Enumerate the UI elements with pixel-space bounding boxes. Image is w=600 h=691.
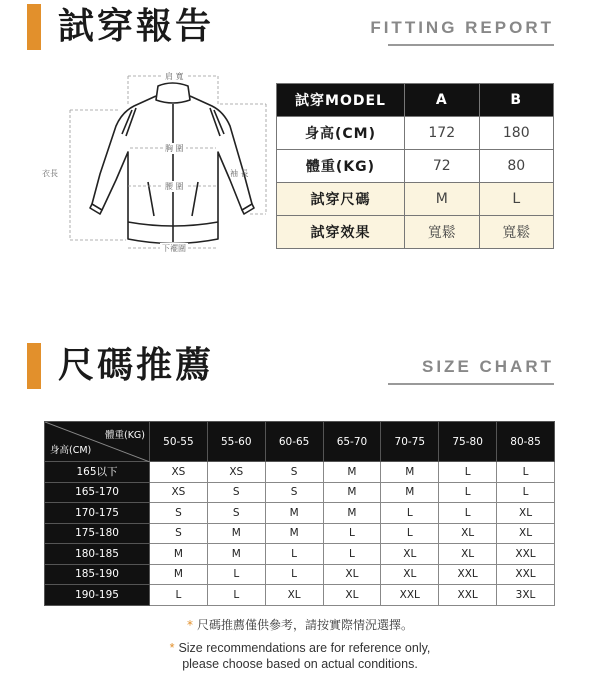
size-cell: M	[265, 523, 323, 544]
jacket-illustration	[30, 64, 280, 264]
size-cell: S	[150, 523, 208, 544]
height-row-header: 180-185	[45, 544, 150, 565]
size-cell: L	[207, 564, 265, 585]
size-cell: L	[439, 462, 497, 483]
weight-column-header: 60-65	[265, 422, 323, 462]
size-cell: L	[497, 482, 555, 503]
size-cell: XL	[323, 585, 381, 606]
fitting-table-header	[277, 84, 554, 117]
value-b: 180	[479, 117, 554, 150]
size-cell: S	[207, 503, 265, 524]
star-mark: *	[169, 641, 175, 655]
size-cell: XXL	[497, 544, 555, 565]
size-cell: XL	[323, 564, 381, 585]
size-cell: S	[265, 462, 323, 483]
size-chart-subtitle: SIZE CHART	[422, 357, 554, 376]
fitting-report-title: 試穿報告	[58, 6, 215, 47]
height-row-header: 185-190	[45, 564, 150, 585]
corner-cell	[45, 422, 150, 462]
subtitle-underline	[388, 383, 554, 385]
size-cell: M	[381, 462, 439, 483]
height-row-header: 165以下	[45, 462, 150, 483]
value-b: 寬鬆	[479, 216, 554, 249]
note-english	[0, 640, 600, 672]
fitting-report-subtitle: FITTING REPORT	[370, 18, 554, 37]
note-english-text: Size recommendations are for reference only,	[178, 641, 431, 655]
height-row-header: 165-170	[45, 482, 150, 503]
label-waist: 腰 圍	[165, 182, 184, 191]
row-label: 試穿尺碼	[277, 183, 405, 216]
note-chinese	[0, 616, 600, 633]
size-cell: M	[323, 462, 381, 483]
size-chart-title: 尺碼推薦	[58, 345, 215, 386]
value-a: 172	[405, 117, 480, 150]
row-label: 身高(CM)	[277, 117, 405, 150]
row-label: 試穿效果	[277, 216, 405, 249]
label-sleeve: 袖 長	[230, 169, 249, 178]
header-model: 試穿MODEL	[277, 84, 405, 117]
jacket-diagram	[30, 64, 280, 264]
table-row	[277, 216, 554, 249]
size-chart-header	[0, 343, 600, 403]
table-row	[277, 117, 554, 150]
size-cell: XL	[497, 523, 555, 544]
size-cell: L	[381, 503, 439, 524]
size-cell: XL	[381, 544, 439, 565]
height-row-header: 175-180	[45, 523, 150, 544]
size-cell: XXL	[439, 585, 497, 606]
label-shoulder: 肩 寬	[165, 72, 184, 81]
table-row	[45, 523, 555, 544]
weight-column-header: 80-85	[497, 422, 555, 462]
table-row	[45, 544, 555, 565]
size-cell: L	[439, 503, 497, 524]
weight-column-header: 50-55	[150, 422, 208, 462]
weight-column-header: 75-80	[439, 422, 497, 462]
size-table-header	[45, 422, 555, 462]
table-row	[45, 585, 555, 606]
size-cell: M	[207, 523, 265, 544]
size-cell: M	[150, 544, 208, 565]
label-chest: 胸 圍	[165, 144, 184, 153]
value-a: 寬鬆	[405, 216, 480, 249]
size-cell: L	[207, 585, 265, 606]
size-cell: M	[207, 544, 265, 565]
table-row	[45, 564, 555, 585]
table-row	[45, 503, 555, 524]
size-cell: XL	[265, 585, 323, 606]
size-cell: XXL	[497, 564, 555, 585]
value-a: 72	[405, 150, 480, 183]
size-cell: L	[150, 585, 208, 606]
value-a: M	[405, 183, 480, 216]
size-cell: M	[265, 503, 323, 524]
size-cell: M	[323, 482, 381, 503]
size-cell: L	[439, 482, 497, 503]
fitting-report-header	[0, 4, 600, 64]
header-b: B	[479, 84, 554, 117]
header-a: A	[405, 84, 480, 117]
weight-column-header: 55-60	[207, 422, 265, 462]
size-cell: XS	[150, 462, 208, 483]
height-axis-label: 身高(CM)	[50, 445, 92, 456]
size-cell: M	[323, 503, 381, 524]
row-label: 體重(KG)	[277, 150, 405, 183]
accent-bar	[27, 343, 41, 389]
size-cell: XXL	[381, 585, 439, 606]
height-row-header: 190-195	[45, 585, 150, 606]
note-chinese-text: 尺碼推薦僅供參考，請按實際情況選擇。	[196, 618, 413, 632]
star-mark: *	[186, 618, 193, 632]
size-cell: XS	[150, 482, 208, 503]
label-hem: 下襬圍	[162, 244, 186, 253]
size-cell: L	[381, 523, 439, 544]
size-cell: XL	[497, 503, 555, 524]
size-cell: XL	[439, 544, 497, 565]
size-cell: M	[150, 564, 208, 585]
weight-column-header: 65-70	[323, 422, 381, 462]
size-cell: XL	[381, 564, 439, 585]
size-cell: 3XL	[497, 585, 555, 606]
height-row-header: 170-175	[45, 503, 150, 524]
size-table-body	[45, 462, 555, 606]
size-cell: L	[497, 462, 555, 483]
size-cell: L	[265, 544, 323, 565]
table-row	[277, 150, 554, 183]
value-b: L	[479, 183, 554, 216]
size-cell: XXL	[439, 564, 497, 585]
note-english-line2: please choose based on actual conditions.	[182, 657, 418, 671]
value-b: 80	[479, 150, 554, 183]
subtitle-underline	[388, 44, 554, 46]
size-cell: M	[381, 482, 439, 503]
size-cell: XS	[207, 462, 265, 483]
size-cell: L	[323, 544, 381, 565]
note-english-line1	[0, 640, 600, 656]
accent-bar	[27, 4, 41, 50]
fitting-table	[276, 83, 554, 249]
table-row	[45, 482, 555, 503]
table-row	[277, 183, 554, 216]
label-length: 衣長	[42, 169, 58, 178]
size-cell: S	[150, 503, 208, 524]
size-chart-table	[44, 421, 555, 606]
weight-axis-label: 體重(KG)	[104, 430, 145, 441]
table-row	[45, 462, 555, 483]
weight-column-header: 70-75	[381, 422, 439, 462]
size-cell: S	[207, 482, 265, 503]
size-cell: L	[323, 523, 381, 544]
size-cell: L	[265, 564, 323, 585]
size-cell: S	[265, 482, 323, 503]
size-cell: XL	[439, 523, 497, 544]
